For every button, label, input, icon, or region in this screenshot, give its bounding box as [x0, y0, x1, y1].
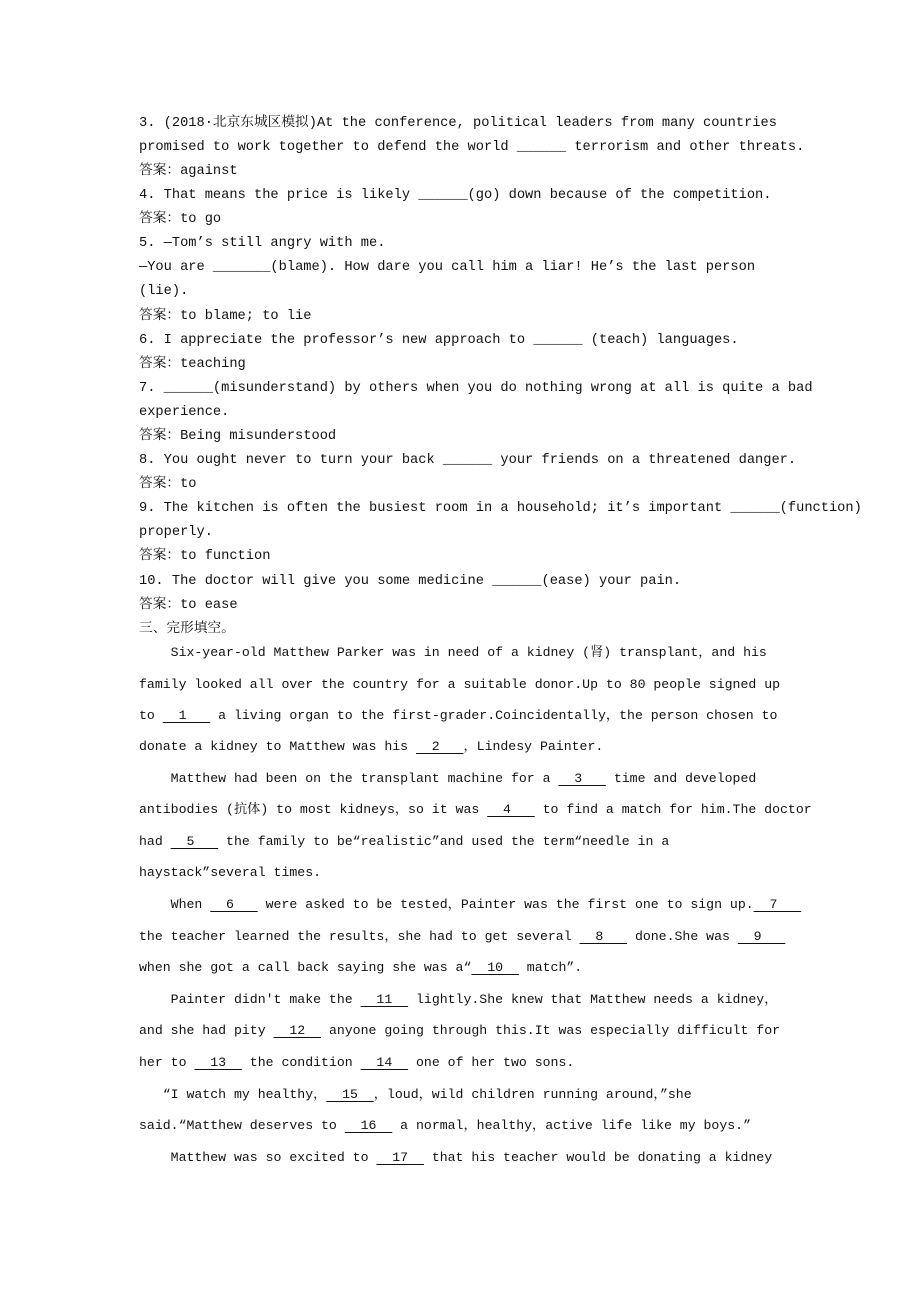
text-segment: 答案：to go: [139, 212, 222, 227]
text-segment: 8. You ought never to turn your back ______ your friends on a threatened danger.: [139, 453, 797, 468]
passage-line: [139, 991, 777, 1009]
text-segment: anyone going through this.It was especially difficult for: [321, 1023, 781, 1038]
blank-16: 16: [344, 1118, 393, 1133]
text-segment: haystack”several times.: [139, 865, 322, 880]
question-line: [139, 380, 813, 398]
passage-line: [139, 644, 767, 662]
text-segment: one of her two sons.: [408, 1055, 575, 1070]
question-line: [139, 621, 235, 639]
text-segment: 答案：to function: [139, 549, 271, 564]
question-line: [139, 476, 197, 494]
passage-line: [139, 738, 603, 756]
question-line: [139, 187, 771, 205]
blank-10: 10: [471, 960, 519, 975]
text-segment: had: [139, 834, 171, 849]
blank-12: 12: [273, 1023, 322, 1038]
text-segment: 答案：to ease: [139, 598, 238, 613]
question-line: [139, 283, 188, 301]
passage-line: [139, 676, 780, 694]
passage-line: [139, 801, 812, 819]
blank-5: 5: [170, 834, 219, 849]
text-segment: ，Lindesy Painter.: [463, 739, 604, 754]
text-segment: the condition: [241, 1055, 361, 1070]
text-segment: Matthew had been on the transplant machine for a: [139, 771, 559, 786]
text-segment: 4. That means the price is likely ______(go) down because of the competition.: [139, 188, 772, 203]
blank-17: 17: [376, 1150, 424, 1165]
question-line: [139, 139, 804, 157]
blank-6: 6: [210, 897, 258, 912]
passage-line: [139, 1086, 692, 1104]
passage-line: [139, 864, 321, 882]
text-segment: a living organ to the first-grader.Coincidentally，the person chosen to: [210, 708, 778, 723]
passage-line: [139, 1149, 772, 1167]
question-line: [139, 524, 213, 542]
text-segment: Painter didn't make the: [139, 992, 361, 1007]
text-segment: 答案：to blame; to lie: [139, 309, 312, 324]
text-segment: When: [139, 897, 211, 912]
question-line: [139, 332, 739, 350]
text-segment: a normal，healthy，active life like my boys.”: [392, 1118, 752, 1133]
question-line: [139, 211, 221, 229]
question-line: [139, 428, 336, 446]
text-segment: when she got a call back saying she was a“: [139, 960, 472, 975]
text-segment: Six-year-old Matthew Parker was in need of a kidney (肾) transplant，and his: [139, 645, 767, 660]
passage-line: [139, 1117, 751, 1135]
text-segment: her to: [139, 1055, 195, 1070]
passage-line: [139, 1054, 574, 1072]
blank-2: 2: [415, 739, 464, 754]
passage-line: [139, 1022, 780, 1040]
blank-3: 3: [558, 771, 606, 786]
text-segment: match”.: [518, 960, 583, 975]
question-line: [139, 548, 270, 566]
passage-line: [139, 770, 756, 788]
text-segment: 7. ______(misunderstand) by others when you do nothing wrong at all is quite a bad: [139, 381, 813, 396]
question-line: [139, 404, 229, 422]
text-segment: 9. The kitchen is often the busiest room in a household; it’s important ______(function): [139, 501, 862, 516]
question-line: [139, 308, 311, 326]
text-segment: the teacher learned the results，she had to get several: [139, 929, 580, 944]
text-segment: 答案：to: [139, 477, 197, 492]
text-segment: (lie).: [139, 284, 189, 299]
text-segment: to: [139, 708, 163, 723]
blank-8: 8: [579, 929, 628, 944]
question-line: [139, 163, 238, 181]
text-segment: family looked all over the country for a suitable donor.Up to 80 people signed up: [139, 677, 781, 692]
text-segment: time and developed: [605, 771, 757, 786]
passage-line: [139, 833, 669, 851]
question-line: [139, 500, 862, 518]
blank-4: 4: [487, 802, 535, 817]
text-segment: ，loud，wild children running around，”she: [373, 1087, 692, 1102]
text-segment: Matthew was so excited to: [139, 1150, 377, 1165]
blank-14: 14: [360, 1055, 409, 1070]
text-segment: “I watch my healthy，: [139, 1087, 327, 1102]
text-segment: were asked to be tested，Painter was the first one to sign up.: [257, 897, 754, 912]
blank-9: 9: [737, 929, 786, 944]
passage-line: [139, 707, 777, 725]
passage-line: [139, 896, 801, 914]
blank-7: 7: [753, 897, 802, 912]
text-segment: 3. (2018·北京东城区模拟)At the conference, political leaders from many countries: [139, 116, 777, 131]
text-segment: 5. —Tom’s still angry with me.: [139, 236, 386, 251]
text-segment: to find a match for him.The doctor: [534, 802, 812, 817]
text-segment: 10. The doctor will give you some medicine ______(ease) your pain.: [139, 574, 682, 589]
text-segment: 三、完形填空。: [139, 622, 235, 637]
question-line: [139, 235, 385, 253]
text-segment: 6. I appreciate the professor’s new approach to ______ (teach) languages.: [139, 333, 739, 348]
text-segment: done.She was: [627, 929, 738, 944]
question-line: [139, 356, 246, 374]
text-segment: promised to work together to defend the world ______ terrorism and other threats.: [139, 140, 805, 155]
passage-line: [139, 928, 785, 946]
passage-line: [139, 959, 582, 977]
text-segment: 答案：Being misunderstood: [139, 429, 337, 444]
text-segment: antibodies (抗体) to most kidneys，so it was: [139, 802, 488, 817]
text-segment: properly.: [139, 525, 213, 540]
text-segment: —You are _______(blame). How dare you call him a liar! He’s the last person: [139, 260, 756, 275]
blank-11: 11: [360, 992, 409, 1007]
text-segment: 答案：against: [139, 164, 238, 179]
blank-15: 15: [326, 1087, 374, 1102]
question-line: [139, 259, 755, 277]
text-segment: lightly.She knew that Matthew needs a kidney，: [408, 992, 778, 1007]
text-segment: 答案：teaching: [139, 357, 246, 372]
question-line: [139, 597, 238, 615]
text-segment: said.“Matthew deserves to: [139, 1118, 345, 1133]
text-segment: the family to be“realistic”and used the term“needle in a: [218, 834, 670, 849]
text-segment: that his teacher would be donating a kidney: [423, 1150, 773, 1165]
question-line: [139, 452, 796, 470]
text-segment: and she had pity: [139, 1023, 274, 1038]
blank-13: 13: [194, 1055, 242, 1070]
question-line: [139, 573, 681, 591]
text-segment: experience.: [139, 405, 230, 420]
blank-1: 1: [162, 708, 211, 723]
text-segment: donate a kidney to Matthew was his: [139, 739, 416, 754]
question-line: [139, 115, 777, 133]
